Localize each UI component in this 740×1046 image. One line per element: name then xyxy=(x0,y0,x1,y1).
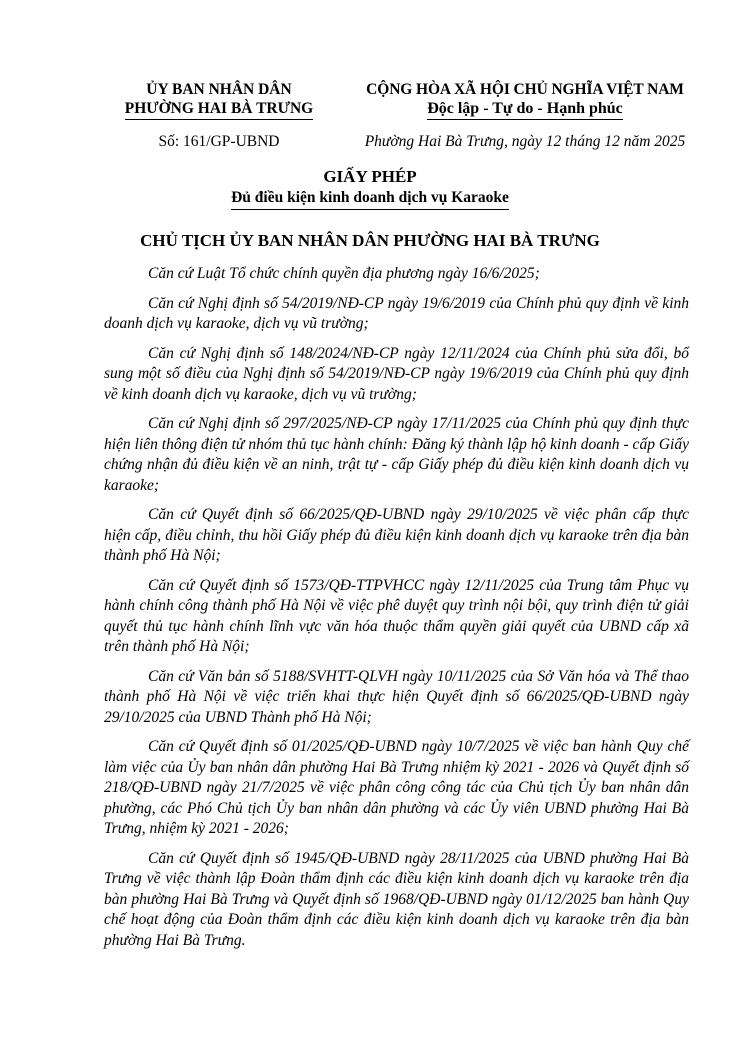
legal-basis-paragraph: Căn cứ Nghị định số 148/2024/NĐ-CP ngày 12/11/2024 của Chính phủ sửa đổi, bổ sung một số điều của Nghị định số 54/2019/NĐ-CP ngày 19/6/2019 của Chính phủ quy định về kinh doanh dịch vụ karaoke, dịch vụ vũ trường; xyxy=(104,344,689,403)
national-motto: Độc lập - Tự do - Hạnh phúc xyxy=(427,99,623,120)
document-number: Số: 161/GP-UBND xyxy=(158,133,280,150)
document-title-block xyxy=(0,166,740,252)
legal-basis-paragraph: Căn cứ Luật Tổ chức chính quyền địa phương ngày 16/6/2025; xyxy=(148,265,540,282)
authority-line1: ỦY BAN NHÂN DÂN xyxy=(146,81,292,98)
legal-basis-section xyxy=(104,264,689,960)
legal-basis-paragraph: Căn cứ Nghị định số 297/2025/NĐ-CP ngày 17/11/2025 của Chính phủ quy định thực hiện liên thông điện tử nhóm thủ tục hành chính: Đăng ký thành lập hộ kinh doanh - cấp Giấy chứng nhận đủ điều kiện về an ninh, trật tự - cấp Giấy phép đủ điều kiện kinh doanh dịch vụ karaoke; xyxy=(104,415,689,494)
document-subtitle: Đủ điều kiện kinh doanh dịch vụ Karaoke xyxy=(231,188,509,210)
issuing-authority-block xyxy=(104,80,334,151)
legal-basis-paragraph: Căn cứ Văn bản số 5188/SVHTT-QLVH ngày 10/11/2025 của Sở Văn hóa và Thể thao thành phố Hà Nội về việc triển khai thực hiện Quyết định số 66/2025/QĐ-UBND ngày 29/10/2025 của UBND Thành phố Hà Nội; xyxy=(104,667,689,726)
legal-basis-paragraph: Căn cứ Quyết định số 1945/QĐ-UBND ngày 28/11/2025 của UBND phường Hai Bà Trưng về việc thành lập Đoàn thẩm định các điều kiện kinh doanh dịch vụ karaoke trên địa bàn phường Hai Bà Trưng và Quyết định số 1968/QĐ-UBND ngày 01/12/2025 ban hành Quy chế hoạt động của Đoàn thẩm định các điều kiện kinh doanh dịch vụ karaoke trên địa bàn phường Hai Bà Trưng. xyxy=(104,849,689,949)
national-title-block xyxy=(352,80,698,151)
legal-basis-paragraph: Căn cứ Nghị định số 54/2019/NĐ-CP ngày 19/6/2019 của Chính phủ quy định về kinh doanh dịch vụ karaoke, dịch vụ vũ trường; xyxy=(104,294,689,332)
document-title: GIẤY PHÉP xyxy=(323,167,417,186)
legal-basis-paragraph: Căn cứ Quyết định số 1573/QĐ-TTPVHCC ngày 12/11/2025 của Trung tâm Phục vụ hành chính công thành phố Hà Nội về việc phê duyệt quy trình nội bội, quy trình điện tử giải quyết thủ tục hành chính lĩnh vực văn hóa thuộc thẩm quyền giải quyết của UBND cấp xã trên thành phố Hà Nội; xyxy=(104,576,689,655)
legal-basis-paragraph: Căn cứ Quyết định số 66/2025/QĐ-UBND ngày 29/10/2025 về việc phân cấp thực hiện cấp, điều chỉnh, thu hồi Giấy phép đủ điều kiện kinh doanh dịch vụ karaoke trên địa bàn thành phố Hà Nội; xyxy=(104,506,689,564)
national-title: CỘNG HÒA XÃ HỘI CHỦ NGHĨA VIỆT NAM xyxy=(366,81,684,98)
issuing-official: CHỦ TỊCH ỦY BAN NHÂN DÂN PHƯỜNG HAI BÀ TRƯNG xyxy=(140,231,600,250)
authority-line2: PHƯỜNG HAI BÀ TRƯNG xyxy=(125,99,313,120)
legal-basis-paragraph: Căn cứ Quyết định số 01/2025/QĐ-UBND ngày 10/7/2025 về việc ban hành Quy chế làm việc của Ủy ban nhân dân phường Hai Bà Trưng nhiệm kỳ 2021 - 2026 và Quyết định số 218/QĐ-UBND ngày 21/7/2025 về việc phân công công tác của Chủ tịch Ủy ban nhân dân phường, các Phó Chủ tịch Ủy ban nhân dân phường và các Ủy viên UBND phường Hai Bà Trưng, nhiệm kỳ 2021 - 2026; xyxy=(104,738,689,837)
document-date: Phường Hai Bà Trưng, ngày 12 tháng 12 năm 2025 xyxy=(364,133,686,150)
